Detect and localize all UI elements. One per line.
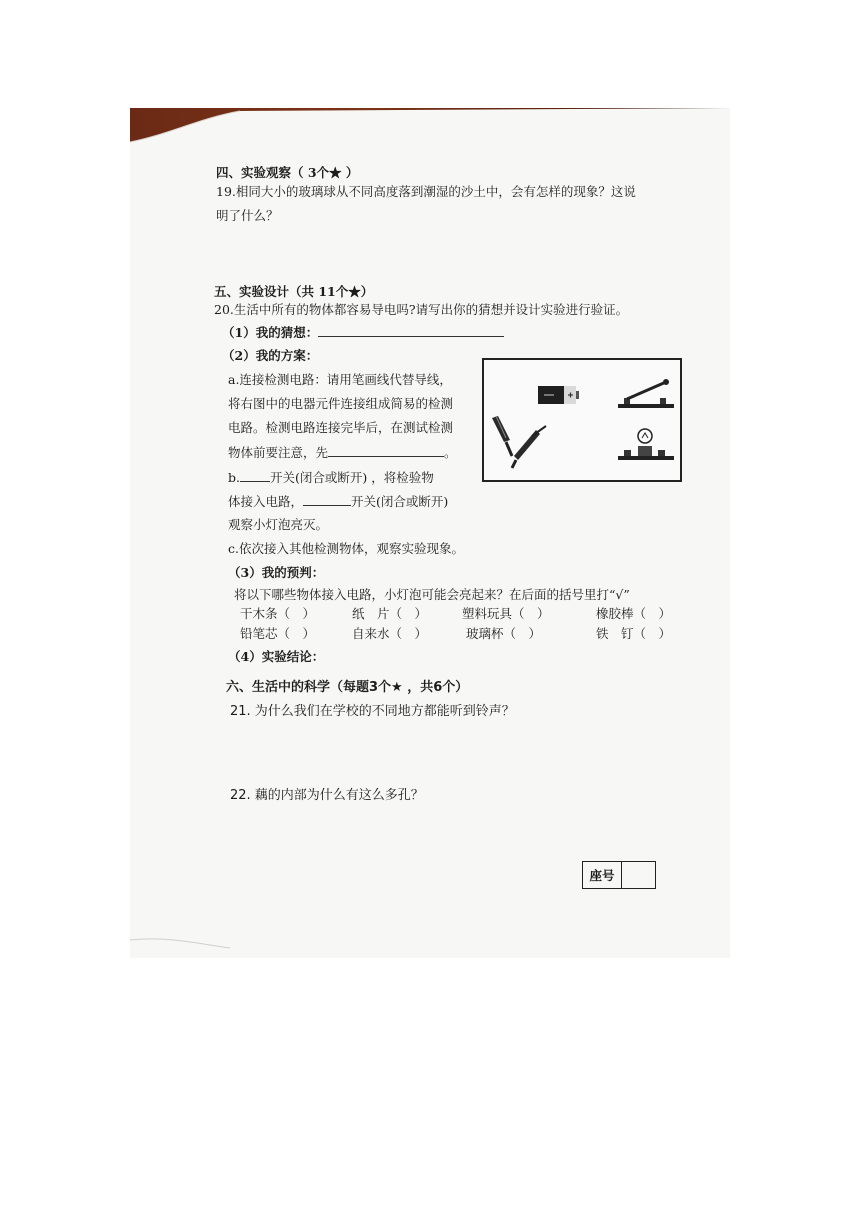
section-6-heading: 六、生活中的科学（每题3个★ ，共6个） — [226, 680, 469, 695]
item-row1-4: 橡胶棒（ ） — [596, 606, 672, 621]
plan-a-line4 — [228, 444, 457, 461]
item-row1-2: 纸 片（ ） — [352, 606, 428, 621]
plan-a-line3: 电路。检测电路连接完毕后，在测试检测 — [228, 420, 454, 435]
plan-b-blank-1 — [240, 469, 270, 482]
plan-b-line1-pre: b. — [228, 470, 240, 485]
switch-icon — [618, 379, 674, 408]
plan-b-line3: 观察小灯泡亮灭。 — [228, 517, 329, 532]
seat-number-label: 座号 — [583, 862, 622, 888]
bulb-holder-icon — [618, 429, 674, 460]
predict-label: （3）我的预判： — [228, 565, 325, 580]
seat-number-box — [582, 861, 656, 889]
question-19-line2: 明了什么？ — [216, 208, 279, 223]
item-row1-1: 干木条（ ） — [240, 606, 316, 621]
conclusion-label: （4）实验结论： — [228, 649, 325, 664]
section-5-heading: 五、实验设计（共 11个★） — [214, 284, 374, 299]
item-row1-3: 塑料玩具（ ） — [462, 606, 550, 621]
item-row2-2: 自来水（ ） — [352, 626, 428, 641]
plan-c: c.依次接入其他检测物体，观察实验现象。 — [228, 541, 464, 556]
paper-sheet — [130, 108, 730, 958]
plan-b-line2 — [228, 493, 448, 510]
question-22: 22. 藕的内部为什么有这么多孔？ — [230, 788, 424, 803]
question-21: 21. 为什么我们在学校的不同地方都能听到铃声？ — [230, 704, 515, 719]
item-row2-1: 铅笔芯（ ） — [240, 626, 316, 641]
plan-b-blank-2 — [303, 493, 351, 506]
plan-b-line1-post: 开关(闭合或断开) ，将检验物 — [269, 470, 434, 485]
item-row2-3: 玻璃杯（ ） — [466, 626, 542, 641]
circuit-diagram — [482, 358, 682, 482]
guess-row — [222, 324, 504, 341]
plan-b-line2-pre: 体接入电路， — [228, 494, 304, 509]
plan-b-line1 — [228, 469, 434, 486]
scanned-photo — [130, 108, 730, 958]
guess-blank — [318, 324, 504, 337]
question-20: 20.生活中所有的物体都容易导电吗?请写出你的猜想并设计实验进行验证。 — [214, 302, 629, 317]
plan-b-line2-post: 开关(闭合或断开) — [351, 494, 449, 509]
plan-a-line1: a.连接检测电路：请用笔画线代替导线， — [228, 372, 452, 387]
plan-label: （2）我的方案： — [222, 348, 319, 363]
alligator-clips-icon — [492, 416, 546, 468]
section-4-heading: 四、实验观察（ 3个★ ） — [216, 165, 359, 180]
plan-a-line2: 将右图中的电器元件连接组成简易的检测 — [228, 396, 454, 411]
guess-label: （1）我的猜想： — [222, 325, 319, 340]
item-row2-4: 铁 钉（ ） — [596, 626, 672, 641]
plan-a-line4-pre: 物体前要注意，先 — [228, 445, 329, 460]
predict-text: 将以下哪些物体接入电路，小灯泡可能会亮起来？在后面的括号里打“√” — [234, 587, 630, 602]
seat-number-cell[interactable] — [622, 862, 655, 888]
battery-icon — [538, 386, 579, 404]
plan-a-blank — [328, 444, 444, 457]
plan-a-line4-post: 。 — [444, 445, 457, 460]
question-19-line1: 19.相同大小的玻璃球从不同高度落到潮湿的沙土中，会有怎样的现象？这说 — [216, 184, 636, 199]
